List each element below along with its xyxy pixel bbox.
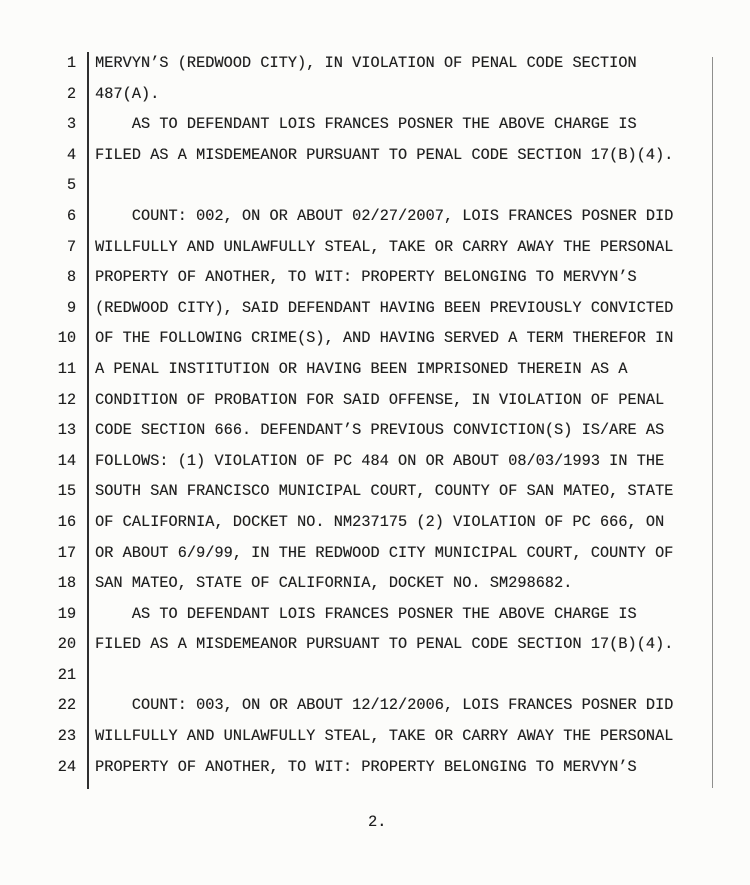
- line-number: 11: [57, 359, 76, 378]
- pleading-line-row: [0, 140, 750, 171]
- pleading-line-row: [0, 415, 750, 446]
- line-text: OR ABOUT 6/9/99, IN THE REDWOOD CITY MUNICIPAL COURT, COUNTY OF: [95, 543, 674, 562]
- line-number: 17: [57, 543, 76, 562]
- pleading-line-row: [0, 201, 750, 232]
- line-number: 14: [57, 451, 76, 470]
- pleading-line-row: [0, 79, 750, 110]
- pleading-line-row: [0, 385, 750, 416]
- line-number: 2: [66, 84, 76, 103]
- pleading-line-row: [0, 354, 750, 385]
- line-number: 18: [57, 574, 76, 593]
- line-number: 15: [57, 482, 76, 501]
- line-text: CODE SECTION 666. DEFENDANT’S PREVIOUS CONVICTION(S) IS/ARE AS: [95, 421, 665, 440]
- line-number: 1: [66, 54, 76, 72]
- pleading-line-row: [0, 568, 750, 599]
- line-number: 24: [57, 757, 76, 776]
- pleading-line-row: [0, 170, 750, 201]
- pleading-line-row: [0, 323, 750, 354]
- line-text: WILLFULLY AND UNLAWFULLY STEAL, TAKE OR CARRY AWAY THE PERSONAL: [95, 237, 674, 256]
- line-number: 19: [57, 604, 76, 623]
- line-number: 10: [57, 329, 76, 348]
- line-text: FOLLOWS: (1) VIOLATION OF PC 484 ON OR ABOUT 08/03/1993 IN THE: [95, 451, 665, 470]
- line-text: 487(A).: [95, 84, 160, 103]
- line-number: 13: [57, 421, 76, 440]
- pleading-line-row: [0, 629, 750, 660]
- line-text: AS TO DEFENDANT LOIS FRANCES POSNER THE ABOVE CHARGE IS: [95, 604, 637, 623]
- pleading-line-row: [0, 507, 750, 538]
- line-text: [76, 660, 750, 691]
- line-text: CONDITION OF PROBATION FOR SAID OFFENSE, IN VIOLATION OF PENAL: [95, 390, 665, 409]
- pleading-line-row: [0, 599, 750, 630]
- page-number: 2.: [368, 813, 387, 831]
- line-text: OF CALIFORNIA, DOCKET NO. NM237175 (2) VIOLATION OF PC 666, ON: [95, 512, 665, 531]
- pleading-line-row: [0, 232, 750, 263]
- line-number: 21: [57, 665, 76, 684]
- line-text: SAN MATEO, STATE OF CALIFORNIA, DOCKET NO. SM298682.: [95, 574, 573, 593]
- line-number: 9: [66, 298, 76, 317]
- line-number: 7: [66, 237, 76, 256]
- line-number: 23: [57, 727, 76, 746]
- line-text: COUNT: 002, ON OR ABOUT 02/27/2007, LOIS FRANCES POSNER DID: [95, 206, 674, 225]
- line-text: OF THE FOLLOWING CRIME(S), AND HAVING SERVED A TERM THEREFOR IN: [95, 329, 674, 348]
- line-text: PROPERTY OF ANOTHER, TO WIT: PROPERTY BELONGING TO MERVYN’S: [95, 268, 637, 287]
- line-text: FILED AS A MISDEMEANOR PURSUANT TO PENAL CODE SECTION 17(B)(4).: [95, 145, 674, 164]
- pleading-line-row: [0, 752, 750, 783]
- pleading-line-row: [0, 262, 750, 293]
- line-number: 5: [66, 176, 76, 195]
- line-number: 3: [66, 115, 76, 134]
- pleading-line-row: [0, 446, 750, 477]
- line-number: 6: [66, 206, 76, 225]
- pleading-line-block: [0, 48, 750, 782]
- line-number: 22: [57, 696, 76, 715]
- line-text: [76, 170, 750, 201]
- line-text: AS TO DEFENDANT LOIS FRANCES POSNER THE ABOVE CHARGE IS: [95, 115, 637, 134]
- line-number: 8: [66, 268, 76, 287]
- pleading-line-row: [0, 538, 750, 569]
- line-text: MERVYN’S (REDWOOD CITY), IN VIOLATION OF PENAL CODE SECTION: [95, 54, 637, 72]
- pleading-line-row: [0, 476, 750, 507]
- line-text: A PENAL INSTITUTION OR HAVING BEEN IMPRISONED THEREIN AS A: [95, 359, 628, 378]
- pleading-line-row: [0, 109, 750, 140]
- line-number: 12: [57, 390, 76, 409]
- line-text: PROPERTY OF ANOTHER, TO WIT: PROPERTY BELONGING TO MERVYN’S: [95, 757, 637, 776]
- line-number: 4: [66, 145, 76, 164]
- pleading-line-row: [0, 293, 750, 324]
- line-text: SOUTH SAN FRANCISCO MUNICIPAL COURT, COUNTY OF SAN MATEO, STATE: [95, 482, 674, 501]
- line-text: COUNT: 003, ON OR ABOUT 12/12/2006, LOIS FRANCES POSNER DID: [95, 696, 674, 715]
- line-text: WILLFULLY AND UNLAWFULLY STEAL, TAKE OR CARRY AWAY THE PERSONAL: [95, 727, 674, 746]
- line-number: 16: [57, 512, 76, 531]
- line-text: (REDWOOD CITY), SAID DEFENDANT HAVING BEEN PREVIOUSLY CONVICTED: [95, 298, 674, 317]
- pleading-line-row: [0, 690, 750, 721]
- pleading-line-row: [0, 721, 750, 752]
- pleading-line-row: [0, 48, 750, 79]
- line-number: 20: [57, 635, 76, 654]
- line-text: FILED AS A MISDEMEANOR PURSUANT TO PENAL CODE SECTION 17(B)(4).: [95, 635, 674, 654]
- pleading-line-row: [0, 660, 750, 691]
